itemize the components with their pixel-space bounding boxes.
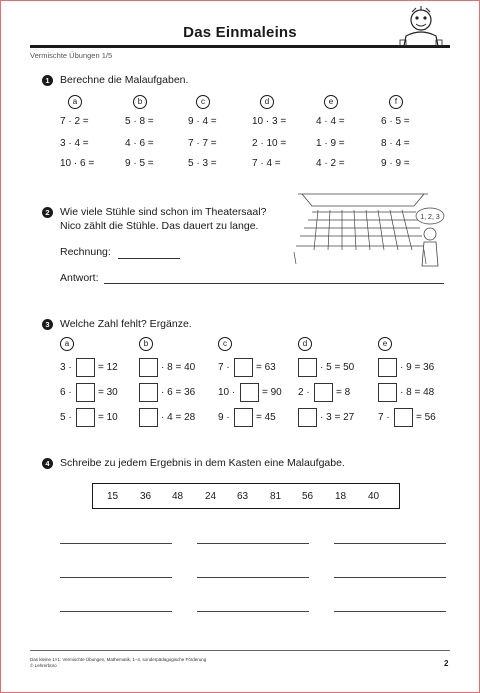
equation-suffix: · 3 = 27 (320, 412, 355, 423)
result-number: 40 (368, 491, 380, 502)
thought-bubble-text: 1, 2, 3 (420, 214, 440, 221)
result-number: 81 (270, 491, 282, 502)
calculation-answer-line[interactable] (118, 258, 180, 259)
task-1-instruction: Berechne die Malaufgaben. (60, 74, 189, 86)
task-1-column-letter: b (133, 95, 147, 109)
task-3-column-letter: a (60, 337, 74, 351)
missing-number-input[interactable] (394, 408, 413, 427)
missing-number-input[interactable] (378, 358, 397, 377)
footer-line-1: Das kleine 1×1: Vermischte Übungen, Mathematik, 1–4, sonderpädagogische Förderung (30, 657, 207, 662)
write-line[interactable] (197, 611, 309, 612)
equation-suffix: · 6 = 36 (161, 387, 196, 398)
task-1-column-letter: e (324, 95, 338, 109)
equation-suffix: = 56 (416, 412, 436, 423)
task-2-hint: Nico zählt die Stühle. Das dauert zu lange. (60, 220, 259, 232)
equation-prefix: 6 · (60, 387, 72, 398)
multiplication-item: 7 · 2 = (60, 116, 89, 127)
multiplication-item: 5 · 8 = (125, 116, 154, 127)
footer-divider (30, 650, 450, 651)
equation-suffix: = 90 (262, 387, 282, 398)
write-line[interactable] (60, 577, 172, 578)
page-number: 2 (444, 659, 449, 668)
multiplication-item: 4 · 2 = (316, 158, 345, 169)
answer-line[interactable] (104, 283, 444, 284)
equation-suffix: = 10 (98, 412, 118, 423)
missing-number-input[interactable] (76, 408, 95, 427)
equation-suffix: = 30 (98, 387, 118, 398)
equation-prefix: 9 · (218, 412, 230, 423)
task-1-number: 1 (42, 75, 53, 86)
write-line[interactable] (334, 611, 446, 612)
task-3-column-letter: e (378, 337, 392, 351)
multiplication-item: 4 · 4 = (316, 116, 345, 127)
equation-prefix: 5 · (60, 412, 72, 423)
result-number: 63 (237, 491, 249, 502)
multiplication-item: 4 · 6 = (125, 138, 154, 149)
equation-prefix: 10 · (218, 387, 236, 398)
missing-number-input[interactable] (234, 408, 253, 427)
missing-number-input[interactable] (139, 408, 158, 427)
multiplication-item: 9 · 5 = (125, 158, 154, 169)
task-2-number: 2 (42, 207, 53, 218)
title-underline (30, 45, 450, 48)
task-4-number: 4 (42, 458, 53, 469)
footer-line-2: © Lehrerbüro (30, 663, 57, 668)
write-line[interactable] (60, 611, 172, 612)
task-3-instruction: Welche Zahl fehlt? Ergänze. (60, 318, 192, 330)
multiplication-item: 7 · 4 = (252, 158, 281, 169)
missing-number-input[interactable] (378, 383, 397, 402)
missing-number-input[interactable] (314, 383, 333, 402)
equation-suffix: = 12 (98, 362, 118, 373)
equation-prefix: 7 · (218, 362, 230, 373)
task-3-column-letter: d (298, 337, 312, 351)
missing-number-input[interactable] (234, 358, 253, 377)
task-2-question: Wie viele Stühle sind schon im Theatersaal? (60, 206, 267, 218)
missing-number-input[interactable] (76, 383, 95, 402)
missing-number-input[interactable] (139, 358, 158, 377)
multiplication-item: 6 · 5 = (381, 116, 410, 127)
equation-suffix: · 8 = 48 (400, 387, 435, 398)
multiplication-item: 10 · 3 = (252, 116, 287, 127)
multiplication-item: 7 · 7 = (188, 138, 217, 149)
calculation-label: Rechnung: (60, 246, 111, 258)
result-number: 15 (107, 491, 119, 502)
result-number: 18 (335, 491, 347, 502)
missing-number-input[interactable] (298, 408, 317, 427)
missing-number-input[interactable] (298, 358, 317, 377)
task-3-column-letter: b (139, 337, 153, 351)
multiplication-item: 10 · 6 = (60, 158, 95, 169)
multiplication-item: 5 · 3 = (188, 158, 217, 169)
missing-number-input[interactable] (139, 383, 158, 402)
equation-prefix: 7 · (378, 412, 390, 423)
equation-suffix: · 4 = 28 (161, 412, 196, 423)
multiplication-item: 1 · 9 = (316, 138, 345, 149)
equation-prefix: 3 · (60, 362, 72, 373)
multiplication-item: 3 · 4 = (60, 138, 89, 149)
multiplication-item: 8 · 4 = (381, 138, 410, 149)
equation-suffix: · 5 = 50 (320, 362, 355, 373)
page-title: Das Einmaleins (183, 24, 297, 41)
task-1-column-letter: f (389, 95, 403, 109)
multiplication-item: 9 · 9 = (381, 158, 410, 169)
task-3-number: 3 (42, 319, 53, 330)
task-1-column-letter: a (68, 95, 82, 109)
result-number: 48 (172, 491, 184, 502)
answer-label: Antwort: (60, 272, 99, 284)
missing-number-input[interactable] (76, 358, 95, 377)
mascot-illustration-icon (394, 6, 448, 50)
multiplication-item: 2 · 10 = (252, 138, 287, 149)
equation-suffix: · 9 = 36 (400, 362, 435, 373)
multiplication-item: 9 · 4 = (188, 116, 217, 127)
equation-suffix: · 8 = 40 (161, 362, 196, 373)
equation-prefix: 2 · (298, 387, 310, 398)
missing-number-input[interactable] (240, 383, 259, 402)
task-3-column-letter: c (218, 337, 232, 351)
result-number: 24 (205, 491, 217, 502)
result-number: 56 (302, 491, 314, 502)
equation-suffix: = 45 (256, 412, 276, 423)
write-line[interactable] (197, 543, 309, 544)
write-line[interactable] (197, 577, 309, 578)
equation-suffix: = 8 (336, 387, 351, 398)
write-line[interactable] (334, 543, 446, 544)
page-subtitle: Vermischte Übungen 1/5 (30, 51, 113, 60)
task-1-column-letter: d (260, 95, 274, 109)
write-line[interactable] (60, 543, 172, 544)
task-4-instruction: Schreibe zu jedem Ergebnis in dem Kasten eine Malaufgabe. (60, 457, 345, 469)
equation-suffix: = 63 (256, 362, 276, 373)
result-number: 36 (140, 491, 152, 502)
footer-credit (30, 657, 206, 669)
write-line[interactable] (334, 577, 446, 578)
theater-chairs-illustration-icon (288, 190, 446, 270)
task-1-column-letter: c (196, 95, 210, 109)
